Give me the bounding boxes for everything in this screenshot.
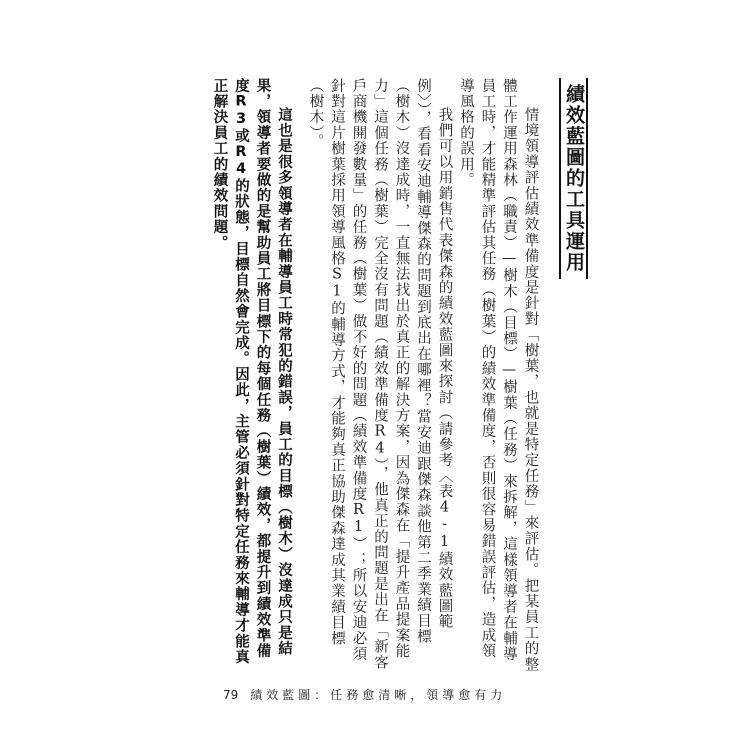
page-footer <box>223 686 506 703</box>
paragraph-jason-example: 我們可以用銷售代表傑森的績效藍圖來探討（請參考〈表4-1績效藍圖範例〉），看看安迪輔導傑森的問題到底出在哪裡？當安迪跟傑森談他第二季業績目標（樹木）沒達成時，一直無法找出於真正的解決方案，因為傑森在「提升產品提案能力」這個任務（樹葉）完全沒有問題（績效準備度R4），他真正的問題是出在「新客戶商機開發數量」的任務（樹葉）做不好的問題（績效準備度R1）；所以安迪必須針對這片樹葉採用領導風格S1的輔導方式，才能夠真正協助傑森達成其業績目標（樹木）。 <box>307 78 453 671</box>
vertical-text-body <box>168 78 588 673</box>
section-title: 績效藍圖的工具運用 <box>559 78 589 279</box>
paragraph-situational-leadership: 情境領導評估績效準備度是針對「樹葉，也就是特定任務」來評估。把某員工的整體工作運用森林（職責）—樹木（目標）—樹葉（任務）來拆解，這樣領導者在輔導員工時，才能精準評估其任務（樹葉）的績效準備度，否則很容易錯誤評估，造成領導風格的誤用。 <box>458 78 539 673</box>
paragraph-key-point: 這也是很多領導者在輔導員工時常犯的錯誤，員工的目標（樹木）沒達成只是結果，領導者要做的是幫助員工將目標下的每個任務（樹葉）績效，都提升到績效準備度R3或R4的狀態，目標自然會完成。因此，主管必須針對特定任務來輔導才能真正解決員工的績效問題。 <box>211 78 292 665</box>
running-title: 績效藍圖：任務愈清晰，領導愈有力 <box>250 688 507 702</box>
page-number: 79 <box>223 688 239 702</box>
